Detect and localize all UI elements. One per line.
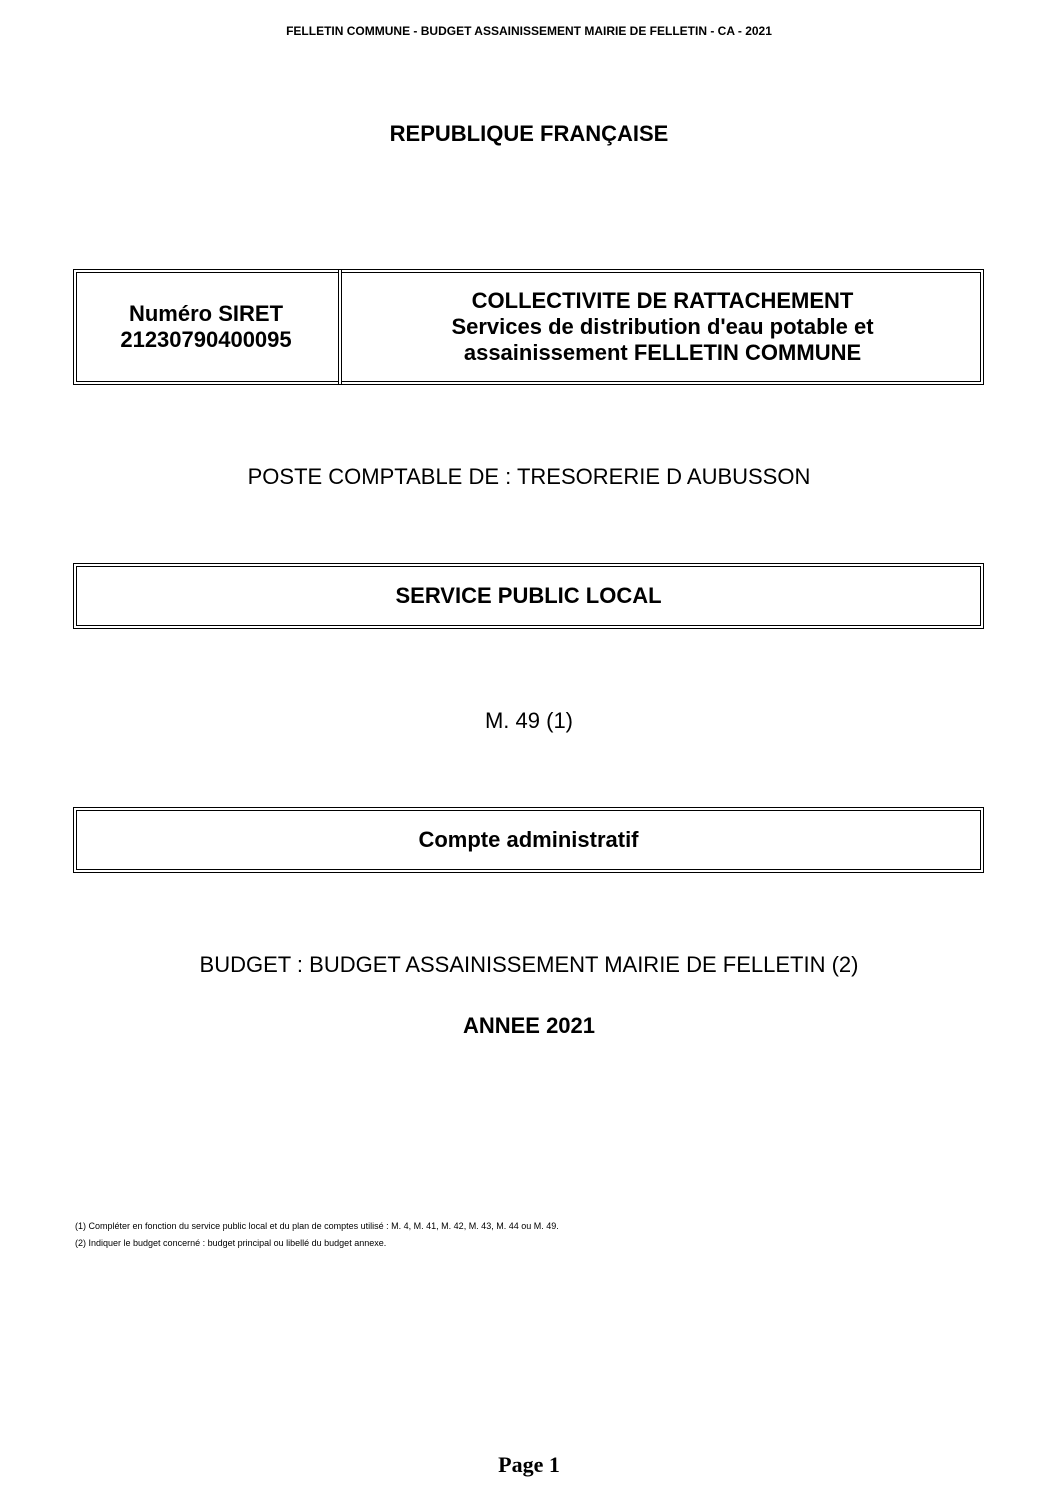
nomenclature: M. 49 (1) [484, 708, 574, 733]
document-type-label: Compte administratif [418, 827, 639, 852]
budget-label: BUDGET : BUDGET ASSAINISSEMENT MAIRIE DE FELLETIN (2) [199, 952, 859, 977]
poste-comptable: POSTE COMPTABLE DE : TRESORERIE D AUBUSSON [247, 464, 811, 489]
page-number: Page 1 [498, 1452, 560, 1477]
running-header: FELLETIN COMMUNE - BUDGET ASSAINISSEMENT MAIRIE DE FELLETIN - CA - 2021 [286, 24, 772, 38]
collectivite-name-line1: Services de distribution d'eau potable et [451, 314, 874, 339]
siret-label: Numéro SIRET [128, 301, 284, 326]
siret-cell [74, 270, 339, 384]
republique-title: REPUBLIQUE FRANÇAISE [389, 121, 669, 146]
document-type-box [73, 807, 984, 873]
service-public-box [73, 563, 984, 629]
service-public-label: SERVICE PUBLIC LOCAL [395, 583, 662, 608]
collectivite-cell [342, 270, 983, 384]
footnote-1: (1) Compléter en fonction du service public local et du plan de comptes utilisé : M. 4, M. 41, M. 42, M. 43, M. 44 ou M. 49. [75, 1221, 559, 1231]
collectivite-name-line2: assainissement FELLETIN COMMUNE [463, 340, 862, 365]
footnote-2: (2) Indiquer le budget concerné : budget principal ou libellé du budget annexe. [75, 1238, 387, 1248]
annee-label: ANNEE 2021 [462, 1013, 596, 1038]
footnotes [75, 1218, 559, 1252]
siret-number: 21230790400095 [120, 327, 292, 352]
identification-box [73, 269, 984, 385]
collectivite-heading: COLLECTIVITE DE RATTACHEMENT [471, 288, 854, 313]
